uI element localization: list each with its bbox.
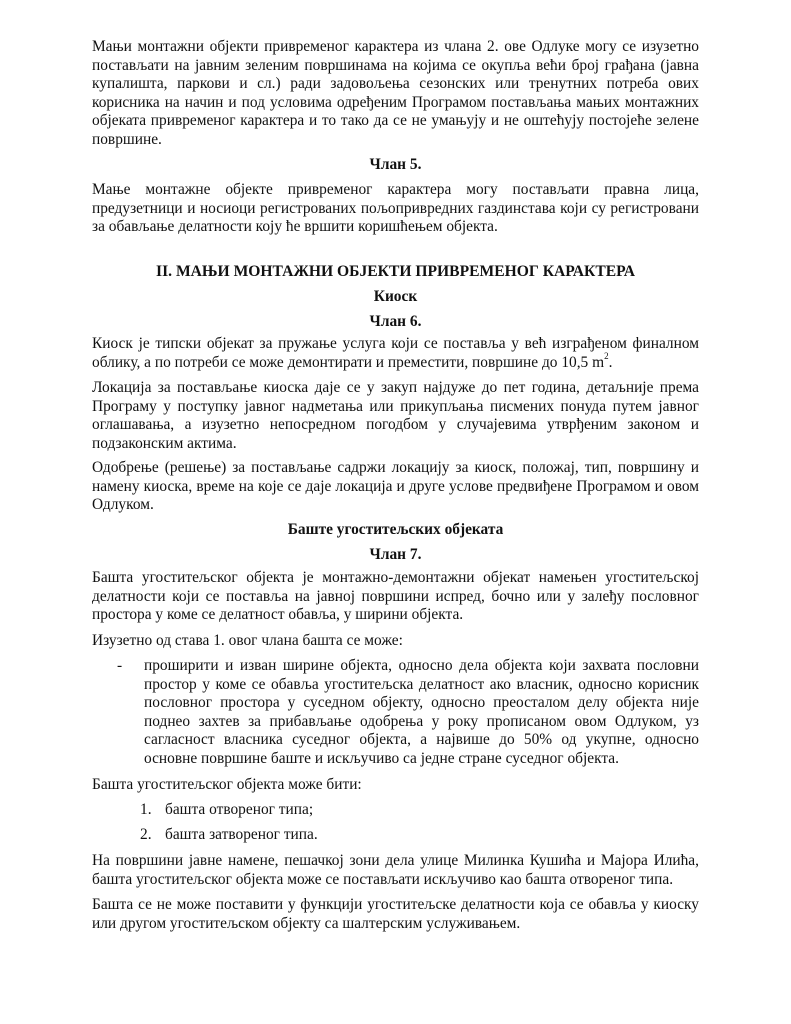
paragraph-who-may-place: Мање монтажне објекте привременог карактера могу постављати правна лица, предузетници и носиоци регистрованих пољопривредних газдинстава који су регистровани за обављање делатности коју ће вршити коришћењем објекта.	[92, 181, 699, 235]
paragraph-temporary-objects-green-areas: Мањи монтажни објекти привременог карактера из члана 2. ове Одлуке могу се изузетно постављати на јавним зеленим површинама на којима се окупља већи број грађана (јавна купалишта, паркови и сл.) ради задовољења сезонских или тренутних потреба ових корисника на начин и под условима одређеним Програмом постављања мањих монтажних објеката привременог карактера и то тако да се не умањују и не оштећују постојеће зелене површине.	[92, 38, 699, 148]
list-item-open-type: башта отвореног типа;	[165, 801, 314, 818]
kiosk-definition-text: Киоск је типски објекат за пружање услуга који се поставља у већ изграђеном финалном облику, а по потреби се може демонтирати и преместити, површине до 10,5 m	[92, 335, 699, 371]
paragraph-pedestrian-zone: На површини јавне намене, пешачкој зони дела улице Милинка Кушића и Мајора Илића, башта угоститељског објекта може се постављати искључиво као башта отвореног типа.	[92, 852, 699, 888]
paragraph-kiosk-approval: Одобрење (решење) за постављање садржи локацију за киоск, положај, тип, површину и намену киоска, време на које се даје локација и друге услове предвиђене Програмом и овом Одлуком.	[92, 459, 699, 513]
paragraph-garden-types-intro: Башта угоститељског објекта може бити:	[92, 776, 362, 793]
paragraph-exception-intro: Изузетно од става 1. овог члана башта се може:	[92, 632, 403, 649]
paragraph-kiosk-garden-restriction: Башта се не може поставити у функцији угоститељске делатности која се обавља у киоску или другом угоститељском објекту са шалтерским услуживањем.	[92, 896, 699, 932]
paragraph-kiosk-location-lease: Локација за постављање киоска даје се у закуп најдуже до пет година, детаљније према Програму у поступку јавног надметања или прикупљања писмених понуда путем јавног оглашавања, а изузетно непосредном погодбом у случајевима утврђеним законом и подзаконским актима.	[92, 379, 699, 452]
list-item-closed-type: башта затвореног типа.	[165, 826, 318, 843]
kiosk-definition-end: .	[608, 353, 613, 371]
article-7-heading: Члан 7.	[369, 546, 422, 563]
article-5-heading: Члан 5.	[369, 156, 422, 173]
kiosk-area-superscript: 2	[604, 351, 609, 362]
paragraph-kiosk-definition	[92, 335, 699, 372]
list-number-2: 2.	[140, 826, 152, 843]
kiosk-heading: Киоск	[373, 288, 418, 305]
gardens-heading: Баште угоститељских објеката	[287, 521, 504, 538]
bullet-garden-extension: проширити и изван ширине објекта, односно дела објекта који захвата пословни простор у коме се обавља угоститељска делатност ако власник, односно корисник пословног простора у суседном објекту, односно преосталом делу објекта није поднео захтев за прибављање одобрења у року прописаном овом Одлуком, уз сагласност власника суседног објекта, а највише до 50% од укупне, односно основне површине баште и искључиво са једне стране суседног објекта.	[144, 657, 699, 767]
list-number-1: 1.	[140, 801, 152, 818]
section-2-heading: II. МАЊИ МОНТАЖНИ ОБЈЕКТИ ПРИВРЕМЕНОГ КАРАКТЕРА	[156, 263, 635, 280]
paragraph-garden-definition: Башта угоститељског објекта је монтажно-демонтажни објекат намењен угоститељској делатности који се поставља на јавној површини испред, бочно или у залеђу пословног простора у коме се делатност обавља, у ширини објекта.	[92, 569, 699, 623]
bullet-dash: -	[117, 657, 123, 674]
article-6-heading: Члан 6.	[369, 313, 422, 330]
